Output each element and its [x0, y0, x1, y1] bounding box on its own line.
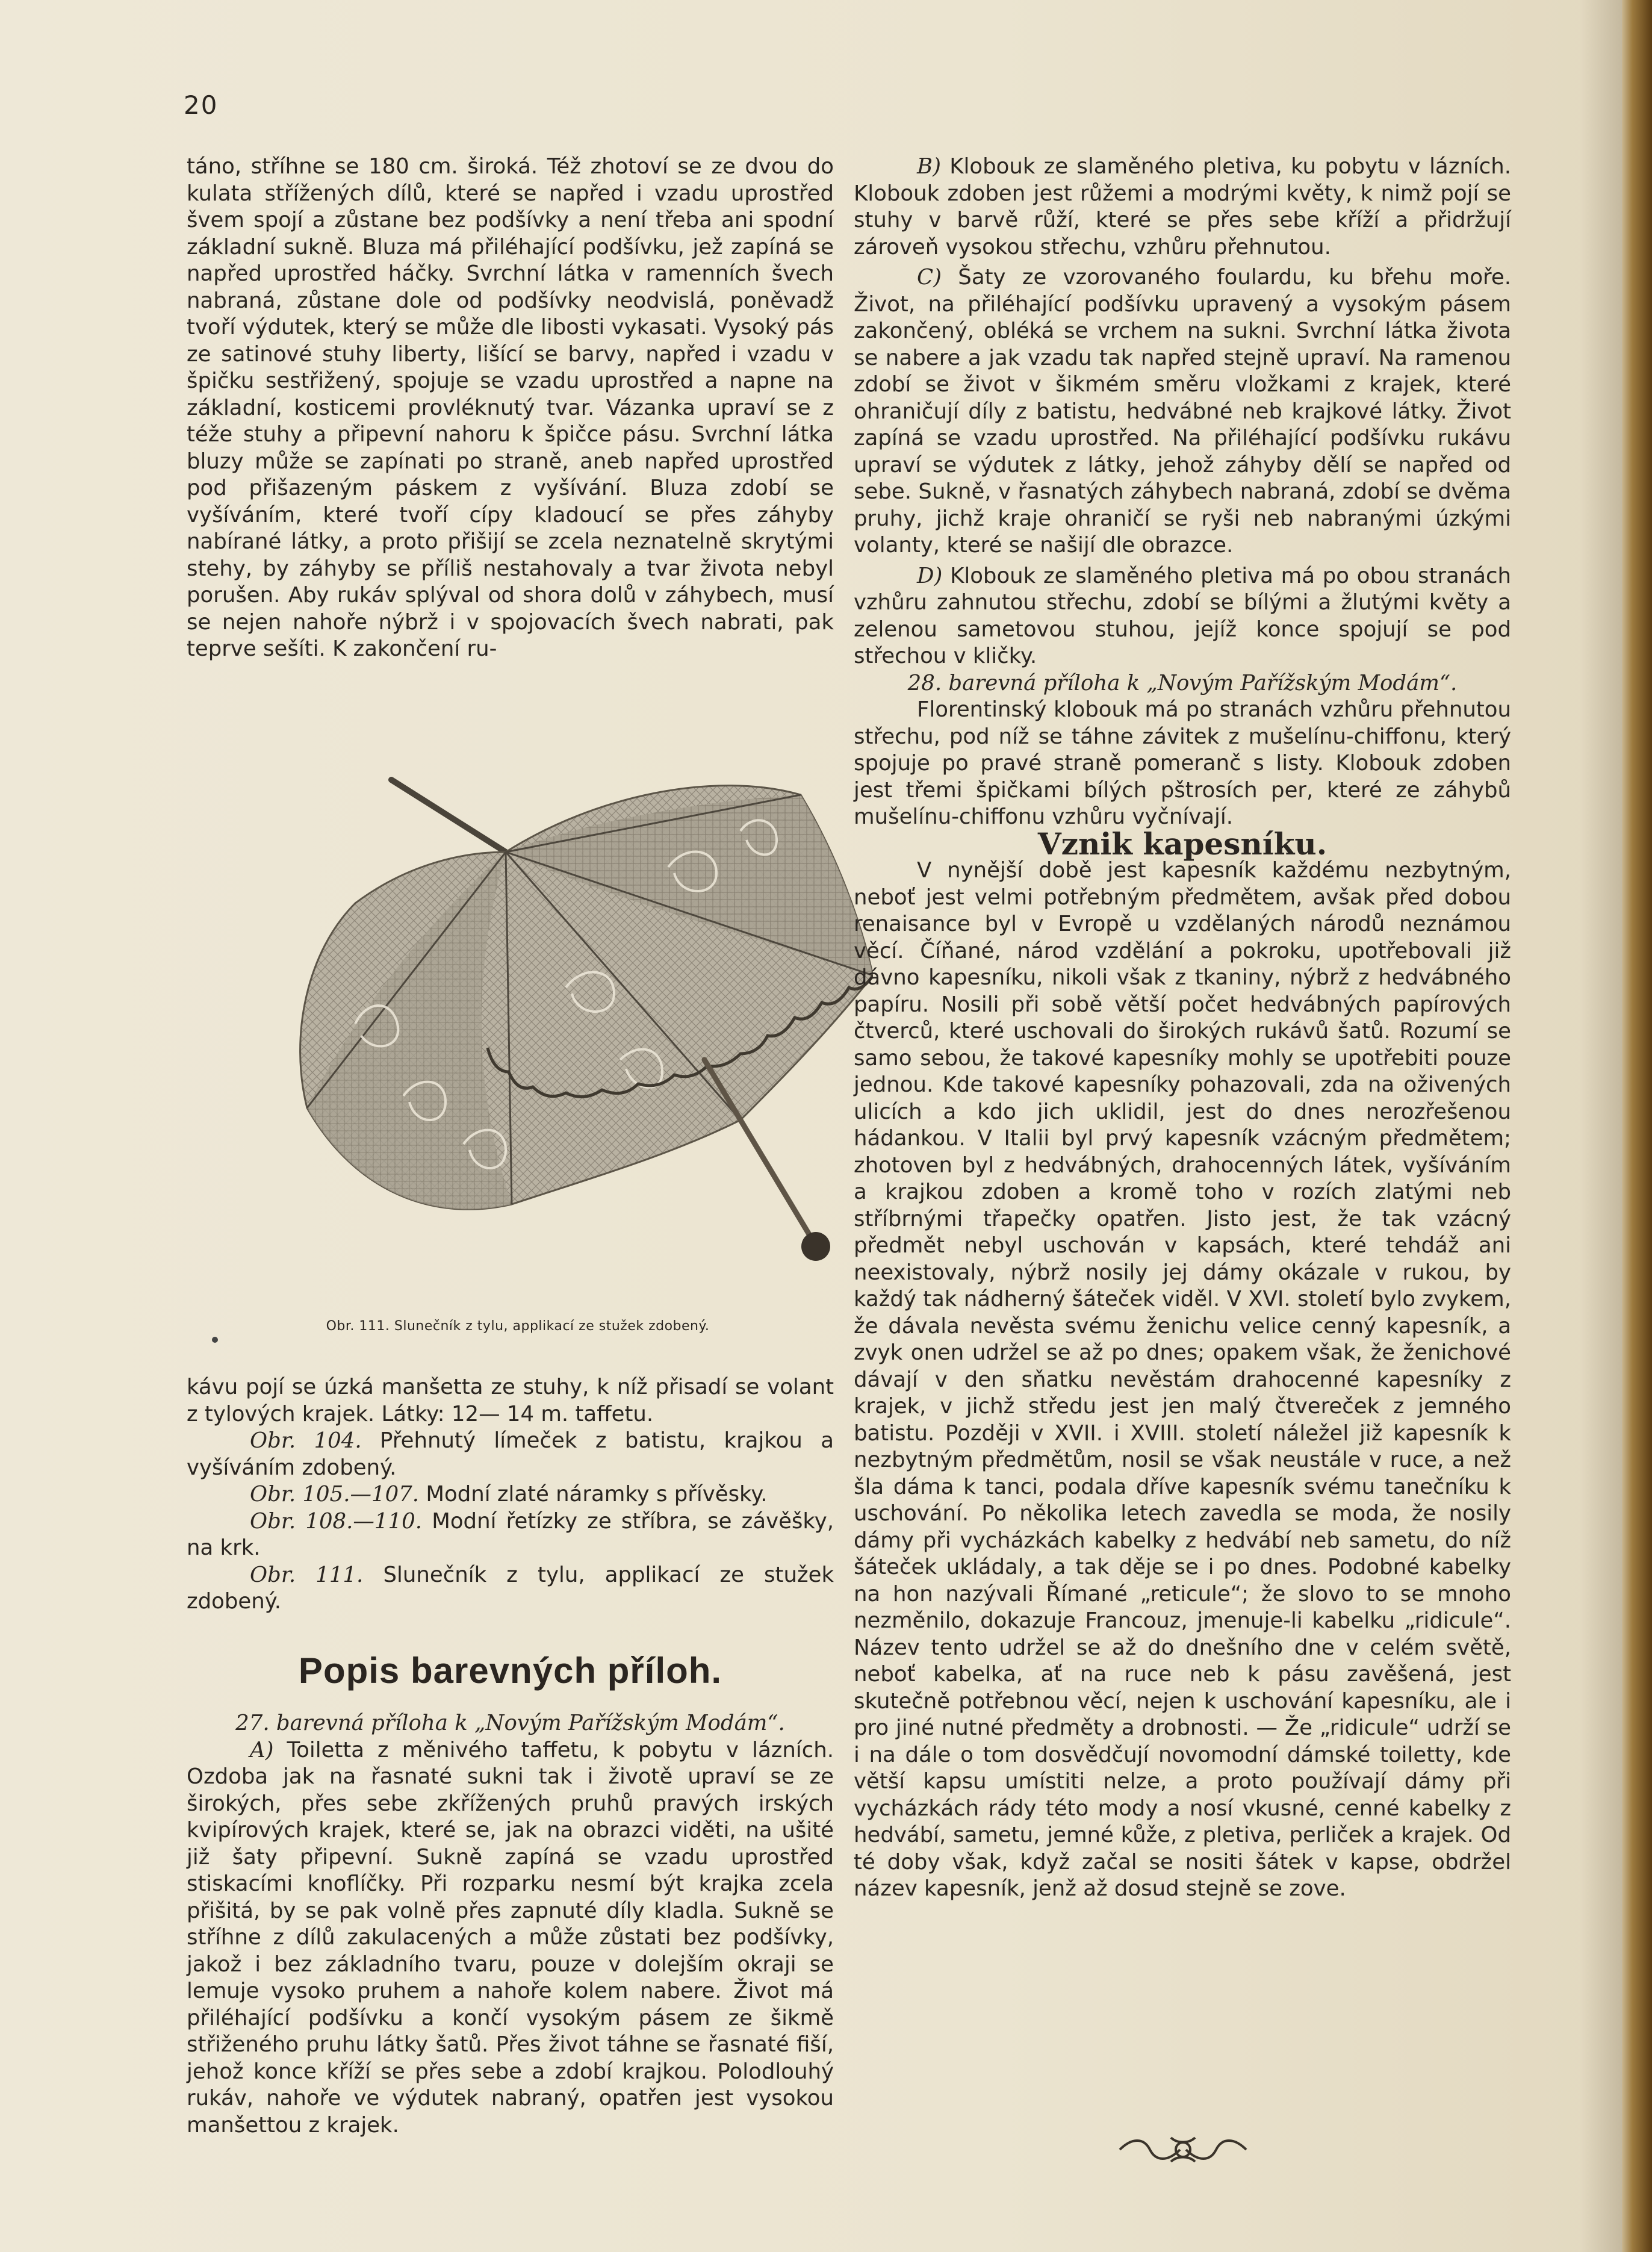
item-label: A) [250, 1737, 274, 1762]
paragraph-obr-108 [187, 1508, 834, 1562]
paragraph-plate-27-d [854, 563, 1511, 670]
page-number: 20 [184, 90, 219, 120]
item-label: C) [917, 265, 942, 290]
left-top-paragraph: táno, stříhne se 180 cm. široká. Též zhotoví se ze dvou do kulata střížených dílů, které se napřed i vzadu uprostřed švem spojí a zůstane bez podšívky a není třeba ani spodní základní sukně. Bluza má přiléhající podšívku, jež zapíná se napřed uprostřed háčky. Svrchní látka v ramenních švech nabraná, zůstane dole od podšívky neodvislá, poněvadž tvoří výdutek, který se může dle libosti vykasati. Vysoký pás ze satinové stuhy liberty, lišící se barvy, napřed i vzadu v špičku sestřižený, spojuje se vzadu uprostřed a napne na základní, kosticemi provléknutý tvar. Vázanka upraví se z téže stuhy a připevní nahoru k špičce pásu. Svrchní látka bluzy může se zapínati po straně, aneb napřed uprostřed pod přišazeným páskem z vyšívání. Bluza zdobí se vyšíváním, které tvoří cípy kladoucí se přes záhyby nabírané látky, a proto přišijí se zcela neznatelně skrytými stehy, by záhyby se příliš nestahovaly a tvar života nebyl porušen. Aby rukáv splýval od shora dolů v záhybech, musí se nejen nahoře nýbrž i v spojovacích švech nabrati, pak teprve sešíti. K zakončení ru- [187, 154, 834, 661]
figure-desc: Modní zlaté náramky s přívěsky. [419, 1482, 768, 1507]
paragraph-handkerchief: V nynější době jest kapesník každému nezbytným, neboť jest velmi potřebným předmětem, avšak před dobou renaisance byl v Evropě u vzdělaných národů neznámou věcí. Číňané, národ vzdělání a pokroku, upotřebovali již dávno kapesníku, nikoli však z tkaniny, nýbrž z hedvábného papíru. Nosili při sobě větší počet hedvábných papírových čtverců, které uschovali do širokých rukávů šatů. Rozumí se samo sebou, že takové kapesníky mohly se upotřebiti pouze jednou. Kde takové kapesníky pohazovali, zda na oživených ulicích a kdo jich uklidil, jest do dnes nerozřešenou hádankou. V Italii byl prvý kapesník vzácným předmětem; zhotoven byl z hedvábných, drahocenných látek, vyšíváním a krajkou zdoben a kromě toho v rozích zlatými neb stříbrnými třapečky opatřen. Jisto jest, že tak vzácný předmět nebyl uschován v kapsách, které tehdáž ani neexistovaly, nýbrž nosily jej dámy okázale v rukou, by každý tak nádherný šáteček viděl. V XVI. století bylo zvykem, že dávala nevěsta svému ženichu velice cenný kapesník, a zvyk onen udržel se až po dnes; opakem však, že ženichové dávají v den sňatku nevěstám drahocenné kapesníky z krajek, v jichž středu jest jen malý čtvereček z jemného batistu. Později v XVII. i XVIII. století náležel již kapesník k nezbytným předmětům, nosil se však neustále v ruce, a než šla dáma k tanci, podala dříve kapesník svému tanečníku k uschování. Po několika letech zavedla se moda, že nosily dámy při vycházkách kabelky z hedvábí neb sametu, do níž šáteček ukládaly, a tak děje se i po dnes. Podobné kabelky na hon nazývali Římané „reticule“; že slovo to se mnoho nezměnilo, dokazuje Francouz, jmenuje-li kabelku „ridicule“. Název tento udržel se až do dnešního dne v celém světě, neboť kabelka, ať na ruce neb k pásu zavěšená, jest skutečně potřebnou věcí, nejen k uschování kapesníku, ale i pro jiné nutné předměty a drobnosti. — Že „ridicule“ udrží se i na dále o tom dosvědčují novomodní dámské toiletty, kde větší kapsu umístiti nelze, a proto používají dámy při vycházkách rády této mody a nosí vkusné, cenné kabelky z hedvábí, sametu, jemné kůže, z pletiva, perliček a krajek. Od té doby však, když začal se nositi šátek v kapse, obdržel název kapesník, jenž až dosud stejně se zove. [854, 858, 1511, 1901]
right-column [854, 154, 1511, 1903]
parasol-handle-knob [801, 1232, 830, 1261]
paragraph-obr-105 [187, 1481, 834, 1508]
figure-ref: Obr. 104. [250, 1428, 362, 1453]
figure-desc: Přehnutý límeček z batistu, krajkou a vyšíváním zdobený. [187, 1428, 834, 1480]
item-text: Klobouk ze slaměného pletiva má po obou stranách vzhůru zahnutou střechu, zdobí se bílými a žlutými květy a zelenou sametovou stuhou, jejíž konce spojují se pod střechou v kličky. [854, 563, 1511, 668]
paragraph-obr-104 [187, 1428, 834, 1481]
item-label: D) [917, 563, 943, 588]
figure-ref: Obr. 105.—107. [250, 1482, 420, 1507]
figure-caption: Obr. 111. Slunečník z tylu, applikací ze stužek zdobený. [326, 1319, 710, 1334]
left-column-plates [187, 1710, 834, 2139]
left-column-bottom [187, 1374, 834, 1616]
figure-ref: Obr. 108.—110. [250, 1508, 422, 1534]
section-title-handkerchief: Vznik kapesníku. [1037, 826, 1328, 862]
figure-ref: Obr. 111. [250, 1562, 364, 1587]
figure-desc: Slunečník z tylu, applikací ze stužek zdobený. [187, 1562, 834, 1614]
print-dot [212, 1337, 218, 1343]
book-binding-edge [1622, 0, 1652, 2252]
end-ornament [1114, 2129, 1252, 2171]
paragraph-sleeve-end: kávu pojí se úzká manšetta ze stuhy, k níž přisadí se volant z tylových krajek. Látky: 12— 14 m. taffetu. [187, 1375, 834, 1426]
binding-shadow [1580, 0, 1622, 2252]
paragraph-obr-111 [187, 1562, 834, 1616]
paragraph-plate-27-a [187, 1737, 834, 2139]
subtitle-plate-28: 28. barevná příloha k „Novým Pařížským Modám“. [907, 670, 1458, 695]
subtitle-plate-27: 27. barevná příloha k „Novým Pařížským Modám“. [235, 1711, 785, 1735]
item-text: Klobouk ze slaměného pletiva, ku pobytu v lázních. Klobouk zdoben jest růžemi a modrými květy, k nimž pojí se stuhy v barvě růží, které se přes sebe kříží a přidržují zároveň vysokou střechu, vzhůru přehnutou. [854, 154, 1511, 260]
section-title-color-plates: Popis barevných příloh. [298, 1650, 722, 1691]
paragraph-plate-28: Florentinský klobouk má po stranách vzhůru přehnutou střechu, pod níž se táhne závitek z mušelínu-chiffonu, který spojuje po pravé straně pomeranč s listy. Klobouk zdoben jest třemi špičkami bílých pštrosích per, které ze záhybů mušelínu-chiffonu vzhůru vyčnívají. [854, 697, 1511, 829]
paragraph-plate-27-b [854, 154, 1511, 261]
paragraph-plate-27-c [854, 264, 1511, 559]
item-text: Toiletta z měnivého taffetu, k pobytu v lázních. Ozdoba jak na řasnaté sukni tak i životě upraví se ze širokých, přes sebe zkřížených pruhů pravých irských kvipírových krajek, které se, jak na obrazci viděti, na ušité již šaty připevní. Sukně zapíná se vzadu uprostřed stiskacími knoflíčky. Při rozparku nesmí být krajka zcela přišitá, by se pak volně přes zapnuté díly kladla. Sukně se stříhne z dílů zakulacených a může zůstati bez podšívky, jakož i bez základního tvaru, pouze v dolejším okraji se lemuje vysoko pruhem a nahoře kolem nabere. Život má přiléhající podšívku a končí vysokým pásem ze šikmě střiženého pruhu látky šatů. Přes život táhne se řasnaté fiší, jehož konce kříží se přes sebe a zdobí krajkou. Polodlouhý rukáv, nahoře ve výdutek nabraný, opatřen jest vysokou manšettou z krajek. [187, 1737, 834, 2138]
item-text: Šaty ze vzorovaného foulardu, ku břehu moře. Život, na přiléhající podšívku upravený a vysokým pásem zakončený, obléká se vrchem na sukni. Svrchní látka života se nabere a jak vzadu tak napřed stejně upraví. Na ramenou zdobí se život v šikmém směru vložkami z krajek, které ohraničují díly z batistu, hedvábné neb krajkové látky. Život zapíná se vzadu uprostřed. Na přiléhající podšívku rukávu upraví se výdutek z látky, jehož záhyby dělí se napřed od sebe. Sukně, v řasnatých záhybech nabraná, zdobí se dvěma pruhy, jichž kraje ohraničí se ryši neb nabranými úzkými volanty, které se našijí dle obrazce. [854, 265, 1511, 558]
parasol-illustration [283, 723, 873, 1277]
left-column-top [187, 154, 834, 663]
figure-desc: Modní řetízky ze stříbra, se závěšky, na krk. [187, 1508, 834, 1560]
parasol-tip [391, 780, 506, 852]
item-label: B) [917, 154, 941, 179]
